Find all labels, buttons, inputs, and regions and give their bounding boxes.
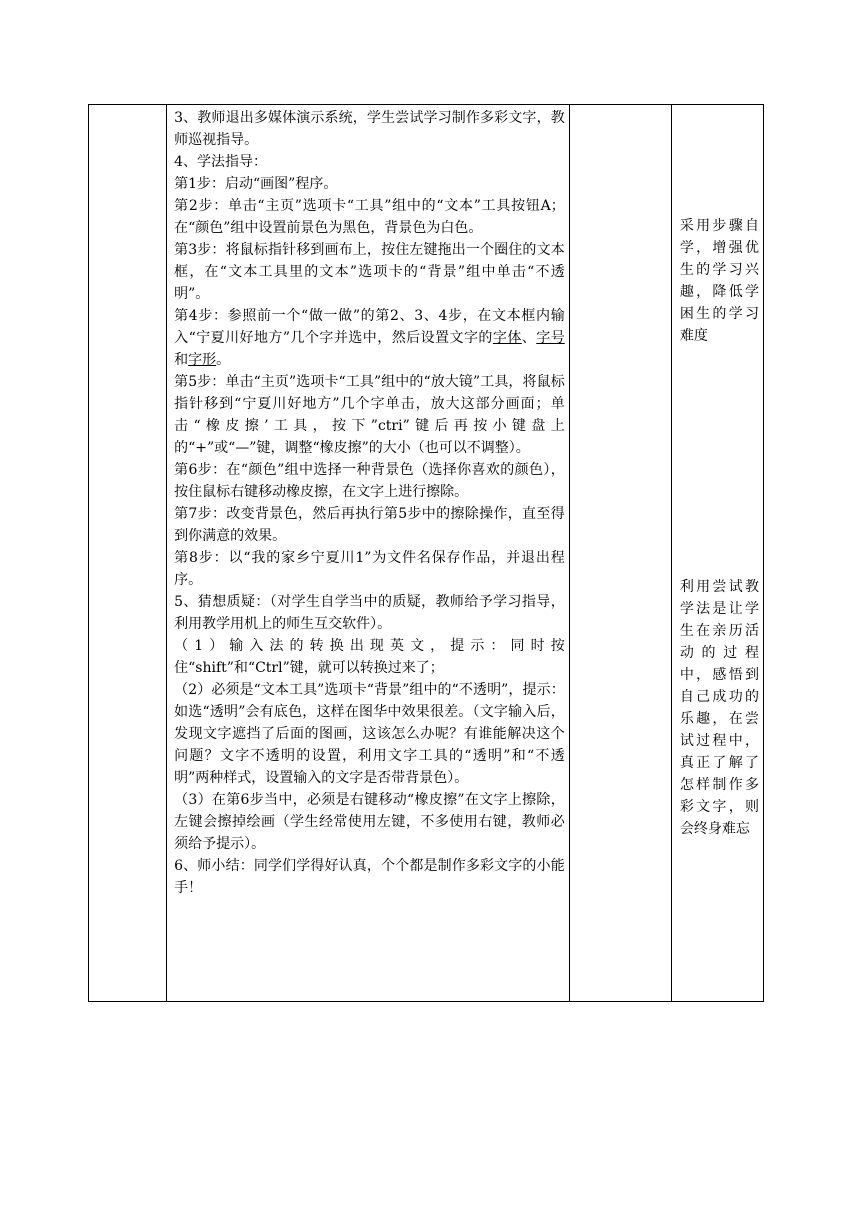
paragraph-question-1: （1）输入法的转换出现英文，提示：同时按住“shift”和“Ctrl”键，就可以转换过来了； <box>174 638 565 676</box>
teaching-process-cell <box>167 105 570 1002</box>
paragraph-step-3: 第3步：将鼠标指针移到画布上，按住左键拖出一个圈住的文本框，在“文本工具里的文本”选项卡的“背景”组中单击“不透明”。 <box>174 242 565 302</box>
paragraph-teacher-exit: 3、教师退出多媒体演示系统，学生尝试学习制作多彩文字，教师巡视指导。 <box>174 110 565 148</box>
step-4-conj: 和 <box>174 352 189 368</box>
step-4-sep: 、 <box>521 330 537 346</box>
paragraph-step-2: 第2步：单击“主页”选项卡“工具”组中的“文本”工具按钮A；在“颜色”组中设置前景色为黑色，背景色为白色。 <box>174 198 565 236</box>
paragraph-step-8: 第8步：以“我的家乡宁夏川1”为文件名保存作品，并退出程序。 <box>174 550 565 588</box>
lesson-plan-table <box>88 104 764 1002</box>
student-activity-cell <box>569 105 671 1002</box>
paragraph-method-guide: 4、学法指导： <box>174 154 268 170</box>
paragraph-step-4 <box>174 305 565 371</box>
stage-cell <box>89 105 167 1002</box>
paragraph-summary: 6、师小结：同学们学得好认真，个个都是制作多彩文字的小能手！ <box>174 858 565 896</box>
paragraph-step-1: 第1步：启动“画图”程序。 <box>174 176 338 192</box>
size-term: 字号 <box>536 330 565 346</box>
paragraph-step-7: 第7步：改变背景色，然后再执行第5步中的擦除操作，直至得到你满意的效果。 <box>174 506 565 544</box>
paragraph-question-3: （3）在第6步当中，必须是右键移动“橡皮擦”在文字上擦除，左键会擦掉绘画（学生经常使用左键，不多使用右键，教师必须给予提示）。 <box>174 792 565 852</box>
step-4-end: 。 <box>216 352 231 368</box>
shape-term: 字形 <box>188 352 217 368</box>
design-intent-cell <box>671 105 763 1002</box>
paragraph-step-5: 第5步：单击“主页”选项卡“工具”组中的“放大镜”工具，将鼠标指针移到“宁夏川好地方”几个字单击，放大这部分画面；单击“橡皮擦’工具，按下”ctri”键后再按小键盘上的“+”或“—”键，调整“橡皮擦”的大小（也可以不调整）。 <box>174 374 565 456</box>
design-intent-notes <box>672 105 763 1001</box>
paragraph-questioning: 5、猜想质疑：（对学生自学当中的质疑，教师给予学习指导，利用教学用机上的师生互交软件）。 <box>174 594 565 632</box>
design-note-1: 采用步骤自学，增强优生的学习兴趣，降低学困生的学习难度 <box>679 218 759 344</box>
paragraph-step-6: 第6步：在“颜色”组中选择一种背景色（选择你喜欢的颜色），按住鼠标右键移动橡皮擦，在文字上进行擦除。 <box>174 462 565 500</box>
step-4-lead: 第4步：参照前一个“做一做”的第2、3、4步，在文本框内输入“宁夏川好地方”几个字并选中，然后设置文字的 <box>174 308 565 346</box>
teaching-process-content <box>167 105 569 899</box>
font-term: 字体 <box>492 330 522 346</box>
paragraph-question-2: （2）必须是“文本工具”选项卡“背景”组中的“不透明”，提示：如选“透明”会有底色，这样在图华中效果很差。（文字输入后，发现文字遮挡了后面的图画，这该怎么办呢？有谁能解决这个问题？文字不透明的设置，利用文字工具的“透明”和“不透明”两种样式，设置输入的文字是否带背景色）。 <box>174 682 565 786</box>
table-row <box>89 105 764 1002</box>
design-note-2: 利用尝试教学法是让学生在亲历活动的过程中，感悟到自己成功的乐趣，在尝试过程中，真正了解了怎样制作多彩文字，则会终身难忘 <box>679 579 759 837</box>
